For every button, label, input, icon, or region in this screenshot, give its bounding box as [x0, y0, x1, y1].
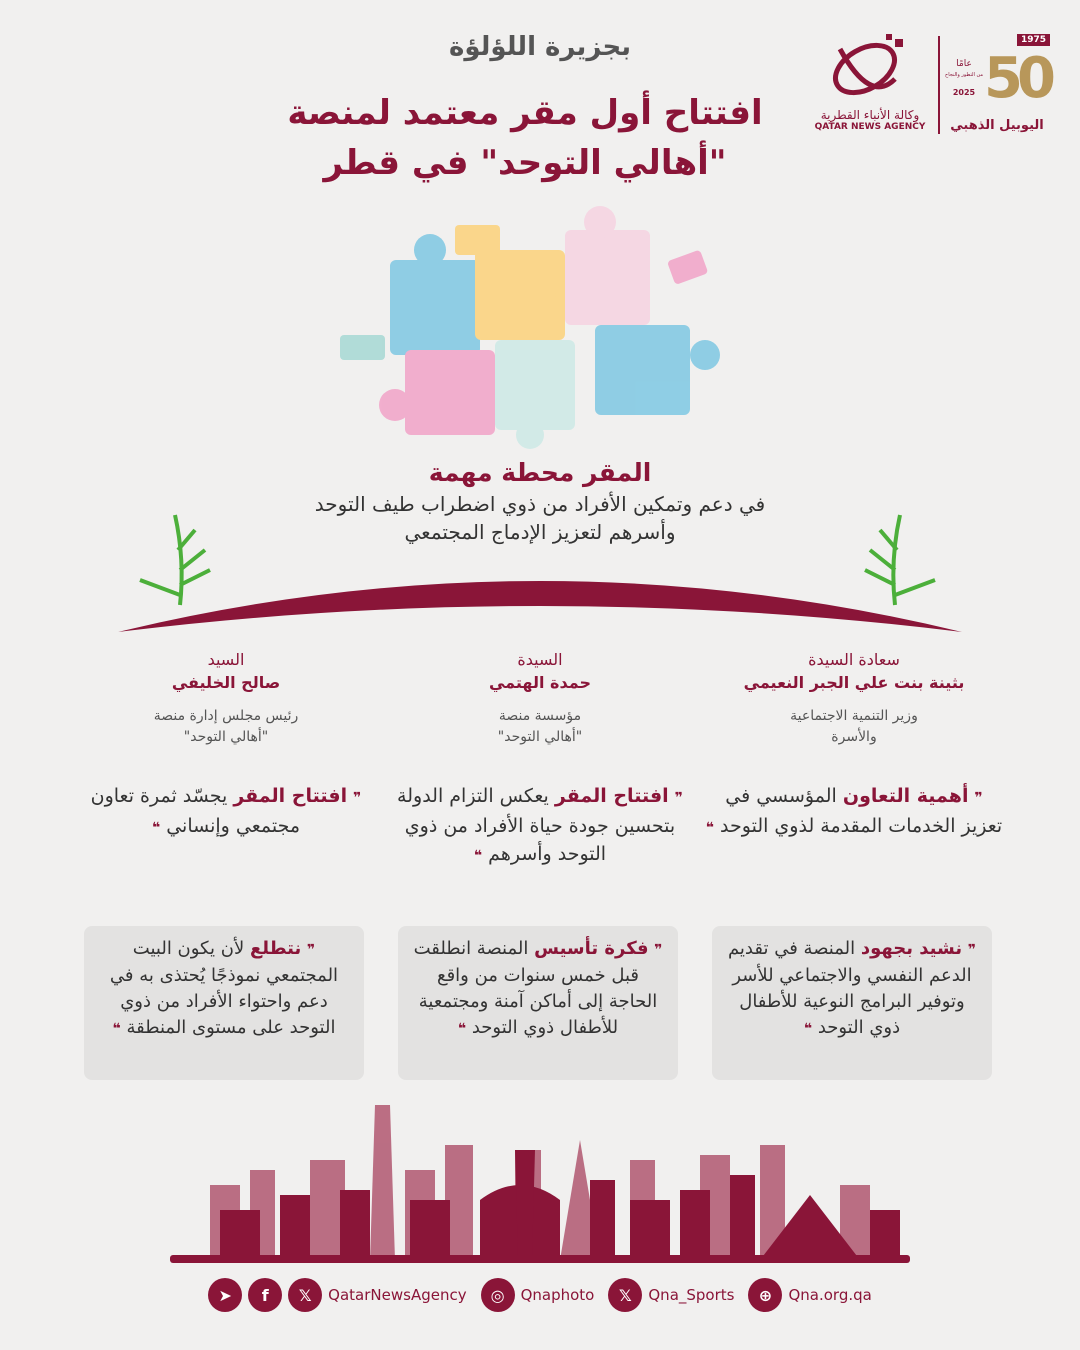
quote	[76, 782, 376, 842]
card-highlight: فكرة تأسيس	[534, 938, 649, 959]
role-line: وزير التنمية الاجتماعية	[790, 708, 918, 724]
website-link[interactable]: Qna.org.qa	[788, 1286, 872, 1304]
quote	[704, 782, 1004, 842]
role-line: رئيس مجلس إدارة منصة	[153, 708, 299, 724]
statement-card	[84, 926, 364, 1080]
title-line-1: افتتاح أول مقر معتمد لمنصة	[287, 93, 763, 133]
puzzle-piece-pink	[405, 350, 495, 435]
quote-close-icon: ❝	[112, 1021, 121, 1037]
person-honorific: السيدة	[517, 650, 563, 669]
social-handle-link[interactable]: QatarNewsAgency	[328, 1286, 467, 1304]
statement-card	[398, 926, 678, 1080]
jubilee-year-start: 1975	[1017, 34, 1050, 46]
quote-close-icon: ❝	[705, 820, 714, 836]
card-highlight: نشيد بجهود	[860, 938, 963, 959]
kicker: بجزيرة اللؤلؤة	[448, 32, 631, 62]
jubilee-sub: من التطور والنجاح	[945, 72, 983, 78]
person-role	[400, 706, 680, 748]
role-line: "أهالي التوحد"	[183, 729, 269, 745]
role-line: "أهالي التوحد"	[497, 729, 583, 745]
person-card	[714, 648, 994, 748]
quote-open-icon: ❞	[974, 790, 983, 806]
jubilee-number: 50	[984, 46, 1050, 111]
leaf-left-icon	[140, 515, 210, 605]
quote-close-icon: ❝	[473, 848, 483, 864]
quote-text: يعكس التزام الدولة بتحسين جودة حياة الأفراد من ذوي التوحد وأسرهم	[397, 785, 676, 865]
puzzle-piece-blue	[390, 260, 480, 355]
instagram-handle-link[interactable]: Qnaphoto	[520, 1286, 595, 1304]
puzzle-piece-mint	[495, 340, 575, 430]
quote-open-icon: ❞	[967, 942, 977, 958]
puzzle-illustration	[330, 200, 730, 460]
qna-emblem-icon	[810, 34, 930, 104]
person-role	[86, 706, 366, 748]
person-role	[714, 706, 994, 748]
card-highlight: نتطلع	[249, 938, 302, 959]
person-name: صالح الخليفي	[171, 673, 281, 692]
person-card	[400, 648, 680, 748]
puzzle-piece-yellow	[475, 250, 565, 340]
quote-open-icon: ❞	[654, 942, 663, 958]
qna-logo	[810, 34, 930, 134]
quote-highlight: افتتاح المقر	[233, 785, 348, 807]
quote-open-icon: ❞	[306, 942, 316, 958]
puzzle-piece-pink-light	[565, 230, 650, 325]
jubilee-label: اليوبيل الذهبي	[950, 118, 1044, 133]
quote-highlight: افتتاح المقر	[554, 785, 669, 807]
person-name: حمدة الهتمي	[488, 673, 591, 692]
person-honorific: سعادة السيدة	[808, 650, 900, 669]
intro-heading: المقر محطة مهمة	[428, 458, 652, 487]
person-honorific: السيد	[207, 650, 245, 669]
leaf-right-icon	[865, 515, 935, 605]
person-name: بثينة بنت علي الجبر النعيمي	[743, 673, 965, 692]
instagram-icon[interactable]: ◎	[481, 1278, 515, 1312]
jubilee-years-text: عامًا	[956, 59, 972, 69]
x-icon[interactable]: 𝕏	[288, 1278, 322, 1312]
title-line-2: "أهالي التوحد" في قطر	[323, 143, 727, 183]
quote-close-icon: ❝	[803, 1021, 813, 1037]
quote-text: يجسّد ثمرة تعاون مجتمعي وإنساني	[90, 785, 301, 837]
sports-handle-link[interactable]: Qna_Sports	[648, 1286, 735, 1304]
statement-card	[712, 926, 992, 1080]
telegram-icon[interactable]: ➤	[208, 1278, 242, 1312]
quote-open-icon: ❞	[353, 790, 362, 806]
card-text: المنصة انطلقت قبل خمس سنوات من واقع الحاجة إلى أماكن آمنة ومجتمعية للأطفال ذوي التوحد	[413, 938, 658, 1038]
role-line: مؤسسة منصة	[498, 708, 582, 724]
role-line: والأسرة	[831, 729, 877, 745]
footer-social	[0, 1278, 1080, 1312]
logos	[810, 34, 1050, 139]
globe-icon[interactable]: ⊕	[748, 1278, 782, 1312]
qna-name-ar: وكالة الأنباء القطرية	[820, 108, 920, 122]
intro-line-2: وأسرهم لتعزيز الإدماج المجتمعي	[404, 520, 676, 544]
quote	[390, 782, 690, 870]
jubilee-logo	[944, 34, 1050, 139]
puzzle-piece-blue-2	[595, 325, 690, 415]
quote-open-icon: ❞	[674, 790, 683, 806]
facebook-icon[interactable]: f	[248, 1278, 282, 1312]
logo-divider	[938, 36, 940, 134]
quote-close-icon: ❝	[151, 820, 161, 836]
card-text: المنصة في تقديم الدعم النفسي والاجتماعي للأسر وتوفير البرامج النوعية للأطفال ذوي التوحد	[727, 938, 972, 1038]
person-card	[86, 648, 366, 748]
x-icon[interactable]: 𝕏	[608, 1278, 642, 1312]
arch-divider	[110, 510, 970, 640]
qna-name-en: QATAR NEWS AGENCY	[814, 122, 926, 132]
card-text: لأن يكون البيت المجتمعي نموذجًا يُحتذى به في دعم واحتواء الأفراد من ذوي التوحد على مستوى المنطقة	[109, 938, 339, 1038]
quote-close-icon: ❝	[457, 1021, 467, 1037]
doha-skyline	[160, 1100, 920, 1270]
jubilee-year-end: 2025	[952, 88, 976, 97]
intro-line-1: في دعم وتمكين الأفراد من ذوي اضطراب طيف التوحد	[314, 492, 766, 516]
page-title	[250, 88, 800, 188]
quote-text: المؤسسي في تعزيز الخدمات المقدمة لذوي التوحد	[720, 785, 1003, 837]
quote-highlight: أهمية التعاون	[842, 785, 969, 807]
